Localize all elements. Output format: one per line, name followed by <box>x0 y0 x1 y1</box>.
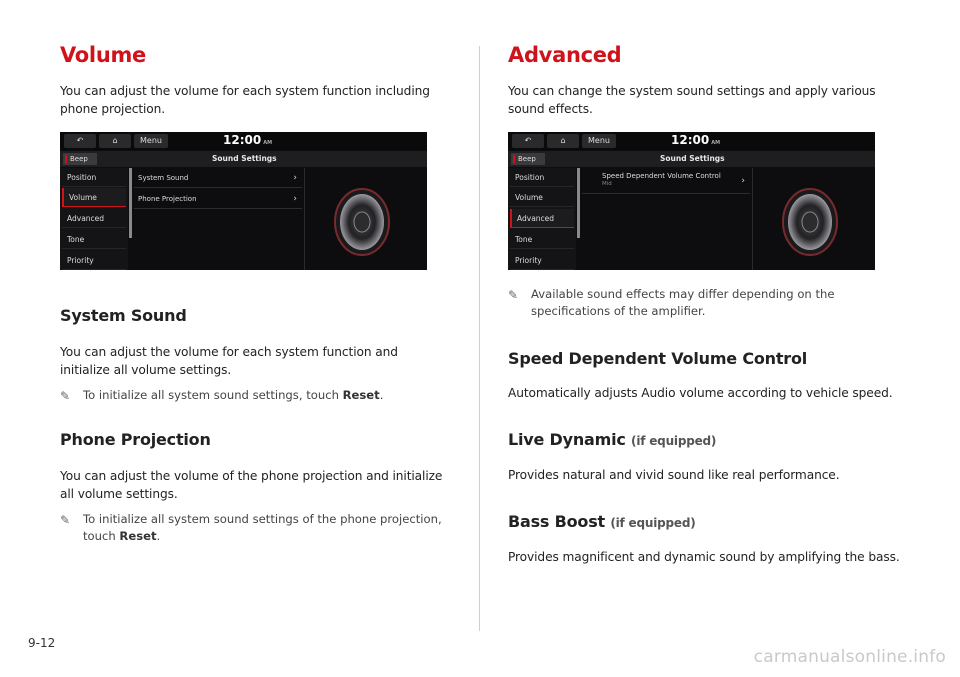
menu-button: Menu <box>134 134 168 148</box>
heading-phone-projection: Phone Projection <box>60 430 211 449</box>
scrollbar <box>129 168 132 238</box>
page-number: 9-12 <box>28 636 56 650</box>
section-title-advanced: Advanced <box>508 43 622 67</box>
phone-projection-body: You can adjust the volume of the phone projection and initialize all volume settings. <box>60 469 443 501</box>
system-sound-section <box>60 305 440 404</box>
heading-bass-boost: Bass Boost (if equipped) <box>508 512 696 531</box>
advanced-note: ✎ Available sound effects may differ depending on the specifications of the amplifier. <box>508 287 835 318</box>
beep-button: Beep <box>63 153 97 165</box>
heading-live-dynamic: Live Dynamic (if equipped) <box>508 430 717 449</box>
reset-label: Reset <box>119 529 157 543</box>
bass-boost-section <box>508 511 908 566</box>
nav-item-volume: Volume <box>510 188 574 207</box>
watermark: carmanualsonline.info <box>753 647 946 667</box>
row-system-sound: System Sound › <box>134 168 302 188</box>
advanced-intro: You can change the system sound settings and apply various sound effects. <box>508 84 876 116</box>
nav-item-position: Position <box>62 168 126 187</box>
nav-item-advanced: Advanced <box>510 209 574 228</box>
chevron-right-icon: › <box>741 176 745 186</box>
nav-item-priority: Priority <box>62 251 126 270</box>
screen-sidenav <box>508 168 576 270</box>
clock: 12:00 AM <box>671 133 721 147</box>
volume-intro: You can adjust the volume for each system function including phone projection. <box>60 84 430 116</box>
chevron-right-icon: › <box>293 194 297 204</box>
clock: 12:00 AM <box>223 133 273 147</box>
system-sound-note: ✎ To initialize all system sound settings, touch Reset. <box>60 388 384 403</box>
back-icon: ↶ <box>512 134 544 148</box>
note-icon: ✎ <box>60 513 71 527</box>
note-icon: ✎ <box>60 389 71 403</box>
advanced-screenshot <box>508 132 875 270</box>
system-sound-body: You can adjust the volume for each system function and initialize all volume settings. <box>60 345 398 377</box>
phone-projection-note: ✎ To initialize all system sound settings of the phone projection, touch Reset. <box>60 512 442 543</box>
screen-sidenav <box>60 168 128 270</box>
nav-item-position: Position <box>510 168 574 187</box>
row-speed-dependent-volume-control: Speed Dependent Volume Control Mid › <box>582 168 750 194</box>
live-dynamic-body: Provides natural and vivid sound like real performance. <box>508 468 840 482</box>
sdvc-section <box>508 348 908 402</box>
nav-item-volume: Volume <box>62 188 126 207</box>
note-icon: ✎ <box>508 288 519 302</box>
nav-item-advanced: Advanced <box>62 209 126 228</box>
nav-item-tone: Tone <box>62 230 126 249</box>
sdvc-body: Automatically adjusts Audio volume according to vehicle speed. <box>508 386 893 400</box>
column-divider <box>479 46 480 631</box>
volume-section <box>60 40 435 118</box>
bass-boost-body: Provides magnificent and dynamic sound by amplifying the bass. <box>508 550 900 564</box>
phone-projection-section <box>60 429 450 545</box>
home-icon: ⌂ <box>99 134 131 148</box>
beep-button: Beep <box>511 153 545 165</box>
scrollbar <box>577 168 580 238</box>
row-phone-projection: Phone Projection › <box>134 189 302 209</box>
home-icon: ⌂ <box>547 134 579 148</box>
speaker-icon <box>776 184 840 258</box>
advanced-section <box>508 40 903 118</box>
speaker-icon <box>328 184 392 258</box>
reset-label: Reset <box>342 388 380 402</box>
nav-item-priority: Priority <box>510 251 574 270</box>
heading-speed-dependent-volume-control: Speed Dependent Volume Control <box>508 349 808 368</box>
live-dynamic-section <box>508 429 908 484</box>
screen-title: Sound Settings <box>660 154 725 163</box>
screen-title: Sound Settings <box>212 154 277 163</box>
nav-item-tone: Tone <box>510 230 574 249</box>
chevron-right-icon: › <box>293 173 297 183</box>
back-icon: ↶ <box>64 134 96 148</box>
heading-system-sound: System Sound <box>60 306 187 325</box>
menu-button: Menu <box>582 134 616 148</box>
section-title-volume: Volume <box>60 43 147 67</box>
volume-screenshot <box>60 132 427 270</box>
row-value: Mid <box>602 181 612 187</box>
